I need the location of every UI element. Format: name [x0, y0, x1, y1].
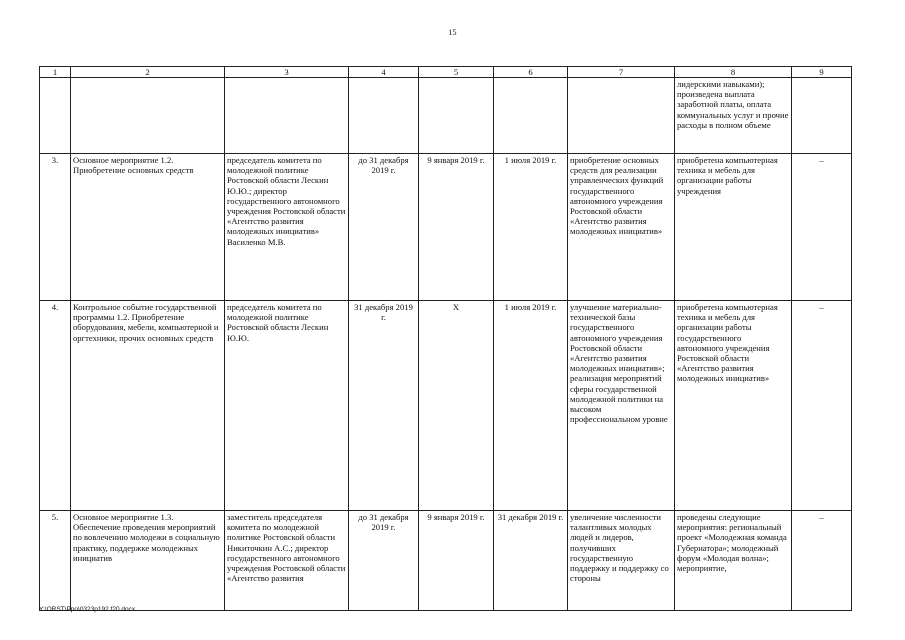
cell-planned-result: улучшение материально-технической базы государственного автономного учреждения Ростовской области «Агентство развития молодежных инициатив»; реализация мероприятий сферы государственной молодежной политики на высоком профессиональном уровне [568, 301, 675, 511]
cell-event: Основное мероприятие 1.3. Обеспечение проведения мероприятий по вовлечению молодежи в социальную практику, поддержке молодежных инициатив [71, 511, 225, 611]
cell-end-date [494, 78, 568, 154]
cell-planned-result: увеличение численности талантливых молодых людей и лидеров, получивших государственную поддержку и поддержку со стороны [568, 511, 675, 611]
report-table [39, 66, 852, 611]
cell-planned-date [349, 78, 419, 154]
cell-number [40, 78, 71, 154]
cell-reasons: – [792, 511, 852, 611]
cell-number: 5. [40, 511, 71, 611]
cell-start-date: 9 января 2019 г. [419, 511, 494, 611]
cell-reasons: – [792, 154, 852, 301]
column-header: 1 [40, 67, 71, 78]
cell-actual-result: приобретена компьютерная техника и мебель для организации работы учреждения [675, 154, 792, 301]
column-header: 8 [675, 67, 792, 78]
cell-end-date: 1 июля 2019 г. [494, 154, 568, 301]
cell-actual-result: приобретена компьютерная техника и мебель для организации работы государственного автономного учреждения Ростовской области «Агентство развития молодежных инициатив» [675, 301, 792, 511]
cell-reasons [792, 78, 852, 154]
column-header: 5 [419, 67, 494, 78]
cell-responsible: заместитель председателя комитета по молодежной политике Ростовской области Никиточкин А.С.; директор государственного автономного учреждения Ростовской области «Агентство развития [225, 511, 349, 611]
cell-planned-result [568, 78, 675, 154]
cell-start-date [419, 78, 494, 154]
cell-end-date: 1 июля 2019 г. [494, 301, 568, 511]
cell-planned-result: приобретение основных средств для реализации управленческих функций государственного автономного учреждения Ростовской области «Агентство развития молодежных инициатив» [568, 154, 675, 301]
cell-number: 3. [40, 154, 71, 301]
column-header: 2 [71, 67, 225, 78]
table-row [40, 511, 852, 611]
footer-file-path: Y:\ORST\Ppo\0323p192.f20.docx [39, 606, 136, 613]
cell-actual-result: лидерскими навыками); произведена выплата заработной платы, оплата коммунальных услуг и прочие расходы в полном объеме [675, 78, 792, 154]
cell-event [71, 78, 225, 154]
column-header: 6 [494, 67, 568, 78]
cell-event: Основное мероприятие 1.2. Приобретение основных средств [71, 154, 225, 301]
cell-number: 4. [40, 301, 71, 511]
cell-responsible: председатель комитета по молодежной политике Ростовской области Лескин Ю.Ю.; директор государственного автономного учреждения Ростовской области «Агентство развития молодежных инициатив» Василенко М.В. [225, 154, 349, 301]
cell-planned-date: до 31 декабря 2019 г. [349, 154, 419, 301]
cell-end-date: 31 декабря 2019 г. [494, 511, 568, 611]
table-row [40, 154, 852, 301]
cell-responsible: председатель комитета по молодежной политике Ростовской области Лескин Ю.Ю. [225, 301, 349, 511]
cell-reasons: – [792, 301, 852, 511]
cell-start-date: 9 января 2019 г. [419, 154, 494, 301]
header-row [40, 67, 852, 78]
column-header: 3 [225, 67, 349, 78]
table-row [40, 301, 852, 511]
table-row [40, 78, 852, 154]
column-header: 7 [568, 67, 675, 78]
cell-actual-result: проведены следующие мероприятия: региональный проект «Молодежная команда Губернатора»; молодежный форум «Молодая волна»; мероприятие, [675, 511, 792, 611]
cell-start-date: Х [419, 301, 494, 511]
cell-responsible [225, 78, 349, 154]
cell-planned-date: 31 декабря 2019 г. [349, 301, 419, 511]
cell-planned-date: до 31 декабря 2019 г. [349, 511, 419, 611]
page-number: 15 [448, 28, 457, 37]
column-header: 4 [349, 67, 419, 78]
cell-event: Контрольное событие государственной программы 1.2. Приобретение оборудования, мебели, компьютерной и оргтехники, прочих основных средств [71, 301, 225, 511]
column-header: 9 [792, 67, 852, 78]
